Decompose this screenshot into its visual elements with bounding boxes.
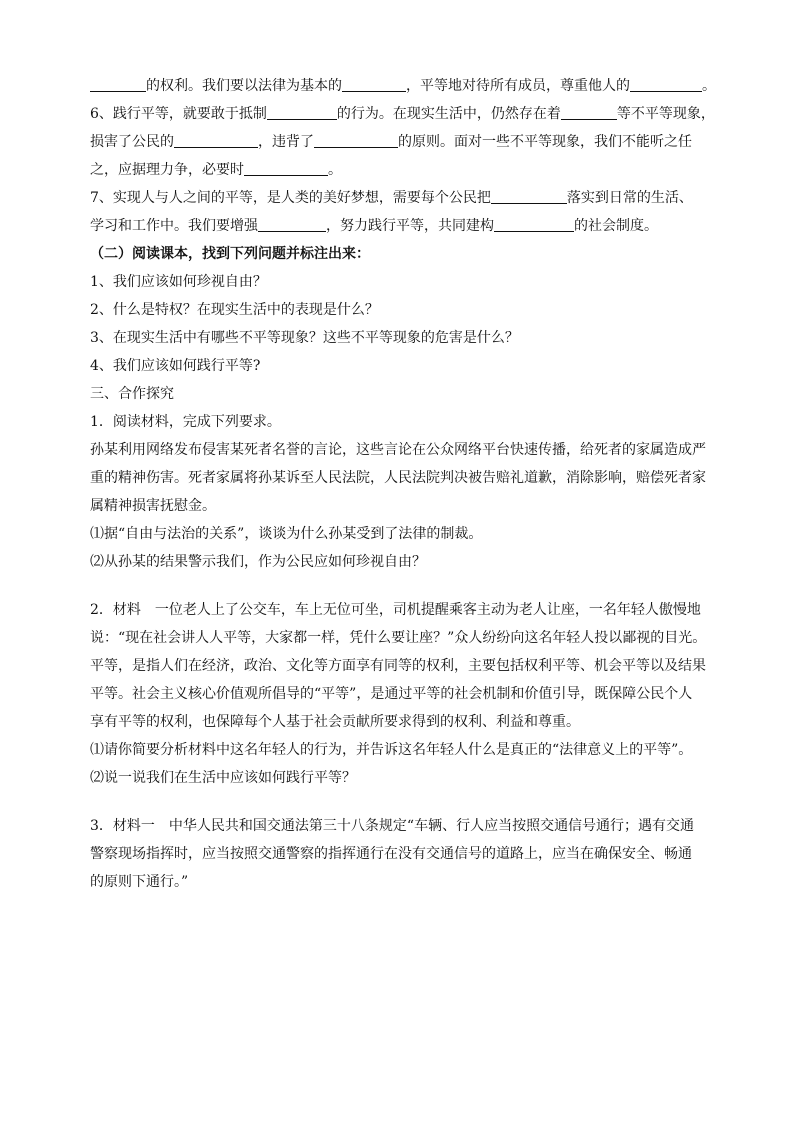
text-segment: 6、践行平等，就要敢于抵制 — [90, 106, 267, 122]
material-line: 2．材料 一位老人上了公交车，车上无位可坐，司机提醒乘客主动为老人让座，一名年轻人傲慢地 — [90, 602, 701, 618]
material-line: 重的精神伤害。死者家属将孙某诉至人民法院，人民法院判决被告赔礼道歉，消除影响，赔偿死者家 — [90, 470, 706, 486]
sub-question: ⑴据“自由与法治的关系”，谈谈为什么孙某受到了法律的制裁。 — [90, 526, 483, 542]
answer-blank[interactable] — [561, 105, 617, 120]
material-line: 说：“现在社会讲人人平等，大家都一样，凭什么要让座？”众人纷纷向这名年轻人投以鄙视的目光。 — [90, 630, 707, 646]
material-line: 孙某利用网络发布侵害某死者名誉的言论，这些言论在公众网络平台快速传播，给死者的家属造成严 — [90, 442, 706, 458]
text-segment: 等不平等现象， — [616, 106, 715, 122]
text-segment: 的社会制度。 — [574, 218, 658, 234]
fill-in-line — [90, 188, 710, 208]
fill-in-line — [90, 104, 715, 124]
text-segment: 学习和工作中。我们要增强 — [90, 218, 258, 234]
list-item: 3、在现实生活中有哪些不平等现象？这些不平等现象的危害是什么？ — [90, 330, 519, 346]
material-line: 平等。社会主义核心价值观所倡导的“平等”，是通过平等的社会机制和价值引导，既保障公民个人 — [90, 686, 693, 702]
text-segment: 落实到日常的生活、 — [566, 190, 693, 206]
section-heading: （二）阅读课本，找到下列问题并标注出来： — [90, 246, 370, 262]
material-line: 3．材料一 中华人民共和国交通法第三十八条规定“车辆、行人应当按照交通信号通行；遇有交通 — [90, 818, 695, 834]
list-item: 1、我们应该如何珍视自由？ — [90, 274, 267, 290]
text-segment: ，平等地对待所有成员，尊重他人的 — [406, 78, 630, 94]
list-item: 2、什么是特权？在现实生活中的表现是什么？ — [90, 302, 379, 318]
text-segment: ，努力践行平等，共同建构 — [326, 218, 494, 234]
material-line: 享有平等的权利，也保障每个人基于社会贡献所要求得到的权利、利益和尊重。 — [90, 714, 580, 730]
sub-question: ⑴请你简要分析材料中这名年轻人的行为，并告诉这名年轻人什么是真正的“法律意义上的平等”。 — [90, 742, 693, 758]
text-segment: 之，应据理力争，必要时 — [90, 162, 244, 178]
answer-blank[interactable] — [314, 133, 398, 148]
text-segment: 。 — [328, 162, 342, 178]
answer-blank[interactable] — [174, 133, 258, 148]
material-line: 平等，是指人们在经济，政治、文化等方面享有同等的权利，主要包括权利平等、机会平等以及结果 — [90, 658, 706, 674]
list-item: 4、我们应该如何践行平等? — [90, 358, 261, 374]
answer-blank[interactable] — [244, 161, 328, 176]
document-page — [90, 76, 716, 900]
answer-blank[interactable] — [491, 189, 567, 204]
fill-in-line — [90, 132, 710, 152]
fill-in-line — [90, 216, 710, 236]
answer-blank[interactable] — [258, 217, 326, 232]
text-segment: 7、实现人与人之间的平等，是人类的美好梦想，需要每个公民把 — [90, 190, 491, 206]
sub-question: ⑵说一说我们在生活中应该如何践行平等？ — [90, 770, 356, 786]
material-line: 警察现场指挥时，应当按照交通警察的指挥通行在没有交通信号的道路上，应当在确保安全、畅通 — [90, 846, 692, 862]
section-heading: 三、合作探究 — [90, 386, 174, 402]
text-segment: 的权利。我们要以法律为基本的 — [146, 78, 342, 94]
text-segment: 的行为。在现实生活中，仍然存在着 — [336, 106, 561, 122]
answer-blank[interactable] — [494, 217, 574, 232]
text-segment: 损害了公民的 — [90, 134, 174, 150]
answer-blank[interactable] — [342, 77, 406, 92]
fill-in-line — [90, 160, 710, 180]
text-segment: 的原则。面对一些不平等现象，我们不能听之任 — [398, 134, 692, 150]
text-segment: ，违背了 — [258, 134, 314, 150]
answer-blank[interactable] — [90, 77, 146, 92]
question-intro: 1．阅读材料，完成下列要求。 — [90, 414, 281, 430]
sub-question: ⑵从孙某的结果警示我们，作为公民应如何珍视自由？ — [90, 554, 426, 570]
answer-blank[interactable] — [630, 77, 702, 92]
answer-blank[interactable] — [267, 105, 337, 120]
fill-in-line — [90, 76, 716, 96]
material-line: 属精神损害抚慰金。 — [90, 498, 216, 514]
material-line: 的原则下通行。” — [90, 874, 189, 890]
text-segment: 。 — [702, 78, 716, 94]
